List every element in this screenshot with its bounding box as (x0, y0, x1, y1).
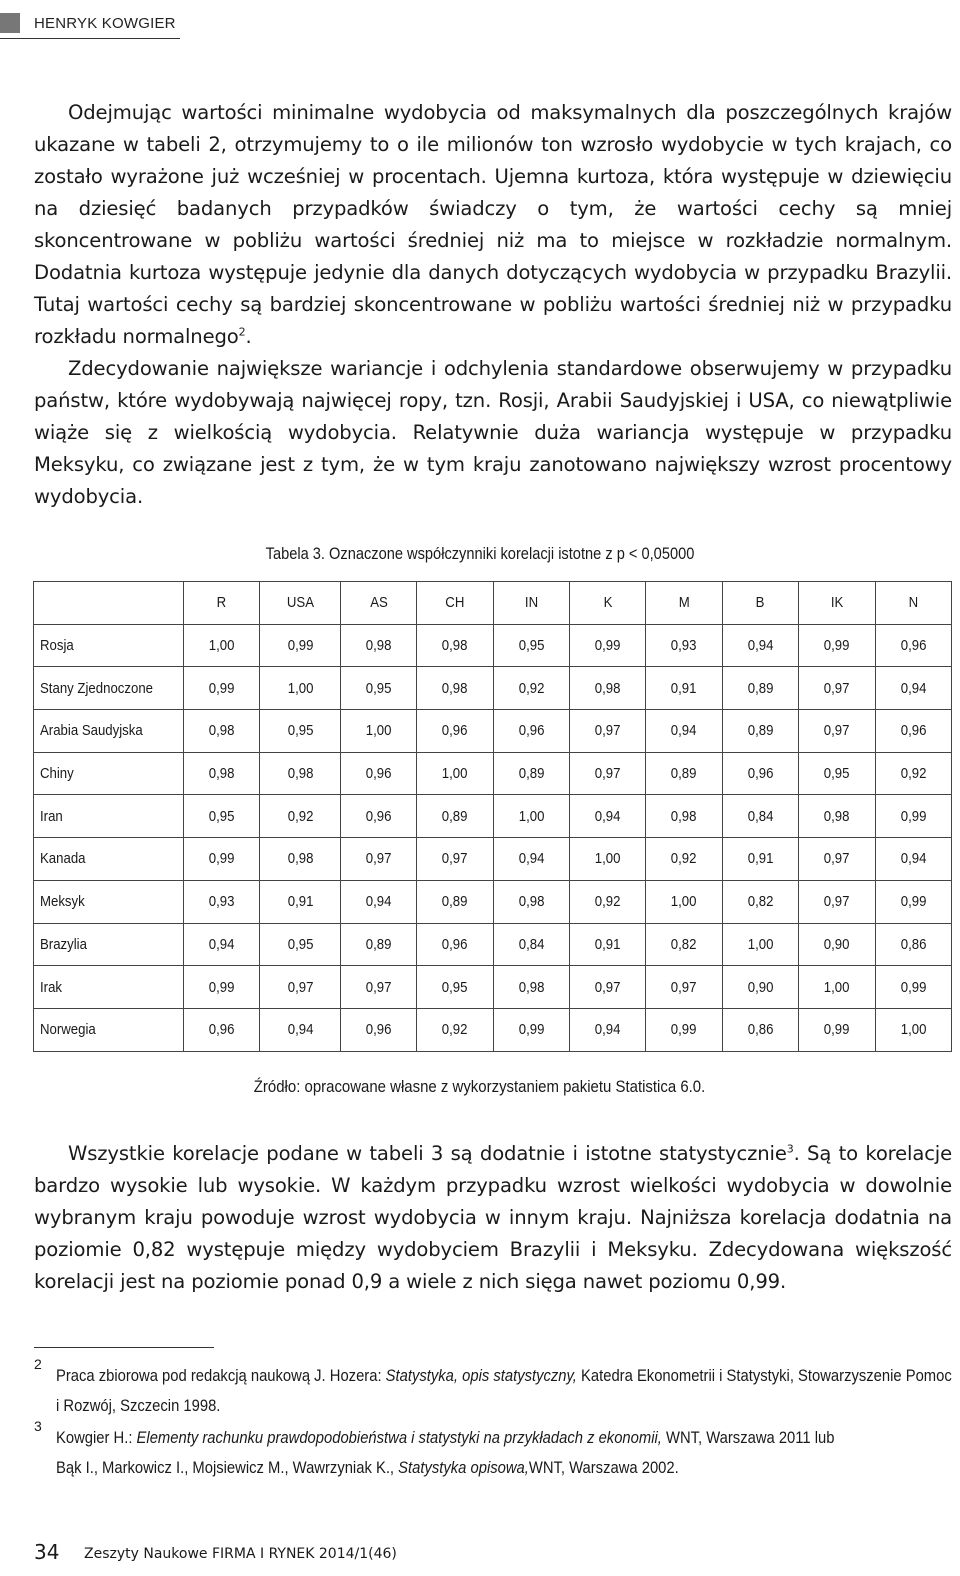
row-label: Chiny (40, 765, 74, 783)
cell-value: 0,97 (594, 978, 621, 996)
table-cell (493, 923, 569, 966)
row-label: Irak (40, 978, 63, 996)
table-cell (493, 710, 569, 753)
cell-value: 0,91 (594, 935, 621, 953)
table-cell (417, 966, 493, 1009)
cell-value: 0,99 (594, 637, 621, 655)
table-cell (799, 838, 875, 881)
table-cell (417, 880, 493, 923)
column-header-label: IK (830, 594, 844, 612)
table-cell (260, 880, 341, 923)
row-label: Brazylia (40, 935, 87, 953)
table-cell (493, 1008, 569, 1051)
cell-value: 0,96 (900, 637, 927, 655)
table-cell (799, 752, 875, 795)
cell-value: 0,86 (747, 1021, 774, 1039)
cell-value: 0,89 (442, 807, 468, 825)
table-row (34, 923, 952, 966)
table-cell (570, 710, 646, 753)
row-label: Iran (40, 807, 63, 825)
table-cell (260, 838, 341, 881)
cell-value: 0,99 (900, 978, 927, 996)
body-text-bottom (34, 1138, 952, 1298)
table-cell (417, 624, 493, 667)
footnote-3-body (56, 1423, 952, 1483)
table-cell (493, 838, 569, 881)
cell-value: 0,99 (518, 1021, 545, 1039)
table-caption (67, 544, 893, 564)
table-cell (570, 624, 646, 667)
table-cell (417, 710, 493, 753)
header-square-mark (0, 13, 20, 33)
column-header-n (875, 582, 951, 625)
cell-value: 0,97 (365, 850, 392, 868)
cell-value: 0,95 (442, 978, 468, 996)
table-cell (570, 880, 646, 923)
cell-value: 0,86 (900, 935, 927, 953)
cell-value: 0,95 (823, 765, 850, 783)
row-label-cell (34, 710, 184, 753)
cell-value: 1,00 (518, 807, 545, 825)
cell-value: 0,93 (208, 893, 235, 911)
paragraph-3 (34, 1138, 952, 1298)
table-cell (646, 1008, 722, 1051)
footnote-3-line2-b: WNT, Warszawa 2002. (528, 1458, 679, 1477)
table-cell (646, 795, 722, 838)
footnote-3-line2-title: Statystyka opisowa, (398, 1458, 529, 1477)
table-cell (722, 923, 798, 966)
footnote-separator (34, 1347, 214, 1348)
table-row (34, 667, 952, 710)
cell-value: 1,00 (823, 978, 850, 996)
cell-value: 0,98 (208, 722, 235, 740)
header-author: HENRYK KOWGIER (34, 15, 176, 32)
row-label: Rosja (40, 637, 74, 655)
table-cell (722, 1008, 798, 1051)
cell-value: 0,89 (747, 722, 774, 740)
table-cell (570, 838, 646, 881)
table-source-text: Źródło: opracowane własne z wykorzystaniem pakietu Statistica 6.0. (254, 1077, 706, 1096)
table-row (34, 624, 952, 667)
cell-value: 1,00 (900, 1021, 927, 1039)
table-row (34, 838, 952, 881)
row-label-cell (34, 1008, 184, 1051)
cell-value: 0,95 (287, 722, 313, 740)
column-header-in (493, 582, 569, 625)
cell-value: 0,99 (208, 850, 235, 868)
cell-value: 0,91 (747, 850, 774, 868)
row-label: Stany Zjednoczone (40, 679, 154, 697)
cell-value: 0,94 (594, 807, 621, 825)
footnote-3-title: Elementy rachunku prawdopodobieństwa i statystyki na przykładach z ekonomii, (136, 1428, 662, 1447)
footnote-2-text-a: Praca zbiorowa pod redakcją naukową J. Hozera: (56, 1366, 386, 1385)
running-header (0, 8, 180, 39)
table-cell (184, 966, 260, 1009)
cell-value: 0,89 (365, 935, 392, 953)
table-cell (722, 795, 798, 838)
cell-value: 0,97 (823, 679, 850, 697)
cell-value: 0,98 (287, 765, 313, 783)
cell-value: 0,94 (208, 935, 235, 953)
column-header-as (340, 582, 416, 625)
cell-value: 0,98 (442, 637, 468, 655)
table-cell (184, 880, 260, 923)
cell-value: 0,97 (594, 765, 621, 783)
table-row (34, 966, 952, 1009)
table-cell (875, 923, 951, 966)
footnote-3 (56, 1423, 952, 1483)
table-cell (184, 795, 260, 838)
cell-value: 0,92 (287, 807, 313, 825)
footnote-3-text-b: WNT, Warszawa 2011 lub (661, 1428, 835, 1447)
table-cell (570, 667, 646, 710)
table-cell (493, 752, 569, 795)
column-header-label: B (756, 594, 765, 612)
row-label-cell (34, 838, 184, 881)
column-header-ik (799, 582, 875, 625)
table-cell (799, 966, 875, 1009)
cell-value: 0,97 (823, 722, 850, 740)
table-cell (340, 923, 416, 966)
cell-value: 0,98 (594, 679, 621, 697)
cell-value: 0,98 (442, 679, 468, 697)
table-cell (646, 710, 722, 753)
table-cell (646, 667, 722, 710)
table-cell (646, 838, 722, 881)
cell-value: 0,99 (208, 679, 235, 697)
cell-value: 0,89 (518, 765, 545, 783)
cell-value: 0,93 (671, 637, 697, 655)
cell-value: 0,84 (747, 807, 774, 825)
cell-value: 0,97 (823, 893, 850, 911)
cell-value: 0,97 (671, 978, 697, 996)
footnote-ref-3[interactable]: 3 (786, 1142, 794, 1156)
table-cell (799, 710, 875, 753)
table-cell (493, 880, 569, 923)
cell-value: 0,90 (823, 935, 850, 953)
column-header-usa (260, 582, 341, 625)
cell-value: 0,97 (365, 978, 392, 996)
cell-value: 0,99 (823, 1021, 850, 1039)
body-text-top (34, 97, 952, 513)
cell-value: 0,96 (747, 765, 774, 783)
table-cell (493, 624, 569, 667)
cell-value: 0,89 (442, 893, 468, 911)
table-cell (260, 966, 341, 1009)
table-cell (184, 624, 260, 667)
table-cell (417, 923, 493, 966)
table-cell (340, 710, 416, 753)
row-label-cell (34, 752, 184, 795)
column-header-label: R (216, 594, 227, 612)
table-cell (875, 880, 951, 923)
table-cell (799, 667, 875, 710)
cell-value: 0,98 (208, 765, 235, 783)
table-cell (570, 923, 646, 966)
table-cell (875, 1008, 951, 1051)
table-cell (570, 752, 646, 795)
paragraph-3-text-b: . Są to korelacje bardzo wysokie lub wysokie. W każdym przypadku wzrost wielkości wydobycia w dowolnie wybranym kraju powoduje wzrost wydobycia w innym kraju. Najniższa korelacja dodatnia na poziomie 0,82 występuje między wydobyciem Brazylii i Meksyku. Zdecydowana większość korelacji jest na poziomie ponad 0,9 a wiele z nich sięga nawet poziomu 0,99. (34, 1142, 953, 1293)
table-cell (722, 838, 798, 881)
table-row (34, 795, 952, 838)
row-label: Meksyk (40, 893, 85, 911)
page-number: 34 (34, 1540, 60, 1564)
row-label: Kanada (40, 850, 86, 868)
cell-value: 0,89 (671, 765, 697, 783)
table-cell (184, 1008, 260, 1051)
table-cell (875, 710, 951, 753)
cell-value: 0,97 (287, 978, 313, 996)
table-cell (184, 838, 260, 881)
table-cell (417, 1008, 493, 1051)
table-cell (722, 710, 798, 753)
row-label-cell (34, 667, 184, 710)
cell-value: 0,95 (365, 679, 392, 697)
cell-value: 0,96 (518, 722, 545, 740)
table-cell (260, 795, 341, 838)
footnote-2 (56, 1361, 952, 1421)
cell-value: 0,94 (900, 679, 927, 697)
cell-value: 0,99 (900, 893, 927, 911)
column-header-label: IN (524, 594, 538, 612)
table-header-row (34, 582, 952, 625)
cell-value: 0,96 (208, 1021, 235, 1039)
table-cell (799, 1008, 875, 1051)
cell-value: 0,98 (518, 893, 545, 911)
footnote-ref-2[interactable]: 2 (238, 325, 246, 339)
cell-value: 0,94 (747, 637, 774, 655)
cell-value: 0,92 (594, 893, 621, 911)
footnote-2-body (56, 1361, 952, 1421)
table-cell (799, 923, 875, 966)
cell-value: 0,97 (442, 850, 468, 868)
table-cell (875, 667, 951, 710)
paragraph-3-text-a: Wszystkie korelacje podane w tabeli 3 są dodatnie i istotne statystycznie (68, 1142, 787, 1165)
cell-value: 0,95 (287, 935, 313, 953)
table-cell (646, 966, 722, 1009)
table-cell (340, 795, 416, 838)
table-cell (799, 880, 875, 923)
table-cell (260, 624, 341, 667)
table-cell (875, 624, 951, 667)
table-cell (493, 966, 569, 1009)
table-cell (417, 667, 493, 710)
journal-title: Zeszyty Naukowe FIRMA I RYNEK 2014/1(46) (84, 1546, 397, 1562)
column-header-label: K (603, 594, 613, 612)
table-cell (340, 752, 416, 795)
cell-value: 1,00 (287, 679, 313, 697)
cell-value: 0,99 (900, 807, 927, 825)
table-source (0, 1077, 960, 1097)
table-cell (340, 1008, 416, 1051)
cell-value: 0,96 (442, 722, 468, 740)
table-row (34, 710, 952, 753)
table-cell (875, 966, 951, 1009)
table-cell (340, 880, 416, 923)
column-header-b (722, 582, 798, 625)
column-header-label: AS (369, 594, 388, 612)
paragraph-2: Zdecydowanie największe wariancje i odchylenia standardowe obserwujemy w przypadku państw, które wydobywają najwięcej ropy, tzn. Rosji, Arabii Saudyjskiej i USA, co niewątpliwie wiąże się z wielkością wydobycia. Relatywnie duża wariancja występuje w przypadku Meksyku, co związane jest z tym, że w tym kraju zanotowano największy wzrost procentowy wydobycia. (34, 357, 952, 508)
cell-value: 0,92 (442, 1021, 468, 1039)
table-cell (875, 752, 951, 795)
cell-value: 0,97 (823, 850, 850, 868)
table-cell (260, 667, 341, 710)
table-cell (340, 838, 416, 881)
table-row (34, 1008, 952, 1051)
cell-value: 0,84 (518, 935, 545, 953)
table-cell (184, 923, 260, 966)
table-cell (260, 752, 341, 795)
cell-value: 0,94 (900, 850, 927, 868)
table-row (34, 880, 952, 923)
cell-value: 0,98 (287, 850, 313, 868)
cell-value: 0,99 (671, 1021, 697, 1039)
cell-value: 0,99 (208, 978, 235, 996)
cell-value: 0,98 (365, 637, 392, 655)
cell-value: 0,82 (671, 935, 697, 953)
row-label-cell (34, 880, 184, 923)
table-cell (570, 795, 646, 838)
footnote-3-line2-a: Bąk I., Markowicz I., Mojsiewicz M., Wawrzyniak K., (56, 1458, 399, 1477)
table-cell (417, 838, 493, 881)
paragraph-1-text: Odejmując wartości minimalne wydobycia od maksymalnych dla poszczególnych krajów ukazane w tabeli 2, otrzymujemy to o ile milionów ton wzrosło wydobycie w tych krajach, co zostało wyrażone już wcześniej w procentach. Ujemna kurtoza, która występuje w dziewięciu na dziesięć badanych przypadków świadczy o tym, że wartości cechy są mniej skoncentrowane w pobliżu wartości średniej niż ma to miejsce w rozkładzie normalnym. Dodatnia kurtoza występuje jedynie dla danych dotyczących wydobycia w przypadku Brazylii. Tutaj wartości cechy są bardziej skoncentrowane w pobliżu wartości średniej niż w przypadku rozkładu normalnego (34, 101, 952, 348)
table-cell (646, 923, 722, 966)
cell-value: 1,00 (442, 765, 468, 783)
table-cell (340, 966, 416, 1009)
cell-value: 0,96 (900, 722, 927, 740)
cell-value: 0,92 (518, 679, 545, 697)
cell-value: 0,91 (671, 679, 697, 697)
table-cell (340, 624, 416, 667)
cell-value: 0,89 (747, 679, 774, 697)
column-header-label: N (908, 594, 919, 612)
table-cell (722, 752, 798, 795)
cell-value: 0,94 (287, 1021, 313, 1039)
table-cell (570, 966, 646, 1009)
cell-value: 0,96 (365, 1021, 392, 1039)
row-label-cell (34, 966, 184, 1009)
footnote-2-title: Statystyka, opis statystyczny, (385, 1366, 577, 1385)
table-cell (493, 795, 569, 838)
table-cell (875, 795, 951, 838)
cell-value: 0,92 (671, 850, 697, 868)
cell-value: 0,94 (365, 893, 392, 911)
table-cell (260, 710, 341, 753)
cell-value: 0,98 (671, 807, 697, 825)
row-label: Arabia Saudyjska (40, 722, 143, 740)
table-cell (646, 624, 722, 667)
correlation-table (33, 581, 952, 1052)
cell-value: 1,00 (671, 893, 697, 911)
table-cell (875, 838, 951, 881)
cell-value: 1,00 (208, 637, 235, 655)
cell-value: 0,99 (823, 637, 850, 655)
cell-value: 0,91 (287, 893, 313, 911)
cell-value: 0,92 (900, 765, 927, 783)
table-body (34, 624, 952, 1051)
column-header-k (570, 582, 646, 625)
cell-value: 0,90 (747, 978, 774, 996)
cell-value: 0,94 (518, 850, 545, 868)
table-cell (417, 795, 493, 838)
column-header-r (184, 582, 260, 625)
footnote-3-text-a: Kowgier H.: (56, 1428, 137, 1447)
column-header-label: M (678, 594, 690, 612)
cell-value: 0,99 (287, 637, 313, 655)
table-cell (646, 880, 722, 923)
row-label-cell (34, 795, 184, 838)
column-header-label: USA (286, 594, 314, 612)
column-header-ch (417, 582, 493, 625)
row-label-cell (34, 923, 184, 966)
table-cell (799, 795, 875, 838)
cell-value: 0,98 (518, 978, 545, 996)
cell-value: 1,00 (594, 850, 621, 868)
table-cell (260, 1008, 341, 1051)
footnote-3-number: 3 (34, 1418, 42, 1434)
table-cell (417, 752, 493, 795)
cell-value: 0,95 (208, 807, 235, 825)
table-cell (260, 923, 341, 966)
cell-value: 0,94 (671, 722, 697, 740)
cell-value: 1,00 (747, 935, 774, 953)
table-cell (722, 880, 798, 923)
row-label: Norwegia (40, 1021, 96, 1039)
cell-value: 0,94 (594, 1021, 621, 1039)
cell-value: 0,98 (823, 807, 850, 825)
table-cell (493, 667, 569, 710)
cell-value: 0,96 (365, 807, 392, 825)
cell-value: 0,95 (518, 637, 545, 655)
table-cell (722, 667, 798, 710)
footnote-2-text-b: Katedra Ekonometrii i Statystyki, Stowarzyszenie Pomoc i Rozwój, Szczecin 1998. (56, 1366, 952, 1415)
table-cell (184, 710, 260, 753)
table-corner-cell (34, 582, 184, 625)
cell-value: 0,96 (365, 765, 392, 783)
column-header-label: CH (445, 594, 465, 612)
footnote-2-number: 2 (34, 1356, 42, 1372)
table-cell (184, 752, 260, 795)
cell-value: 0,97 (594, 722, 621, 740)
paragraph-1: Odejmując wartości minimalne wydobycia od maksymalnych dla poszczególnych krajów ukazane w tabeli 2, otrzymujemy to o ile milionów ton wzrosło wydobycie w tych krajach, co zostało wyrażone już wcześniej w procentach. Ujemna kurtoza, która występuje w dziewięciu na dziesięć badanych przypadków świadczy o tym, że wartości cechy są mniej skoncentrowane w pobliżu wartości średniej niż ma to miejsce w rozkładzie normalnym. Dodatnia kurtoza występuje jedynie dla danych dotyczących wydobycia w przypadku Brazylii. Tutaj wartości cechy są bardziej skoncentrowane w pobliżu wartości średniej niż w przypadku rozkładu normalnego$^2$. (34, 101, 952, 348)
row-label-cell (34, 624, 184, 667)
table-cell (570, 1008, 646, 1051)
table-cell (340, 667, 416, 710)
cell-value: 0,96 (442, 935, 468, 953)
table-caption-text: Tabela 3. Oznaczone współczynniki korelacji istotne z p < 0,05000 (265, 544, 695, 563)
table-row (34, 752, 952, 795)
table-cell (722, 966, 798, 1009)
cell-value: 1,00 (365, 722, 392, 740)
table-cell (646, 752, 722, 795)
table-cell (184, 667, 260, 710)
column-header-m (646, 582, 722, 625)
table-cell (799, 624, 875, 667)
cell-value: 0,82 (747, 893, 774, 911)
table-cell (722, 624, 798, 667)
